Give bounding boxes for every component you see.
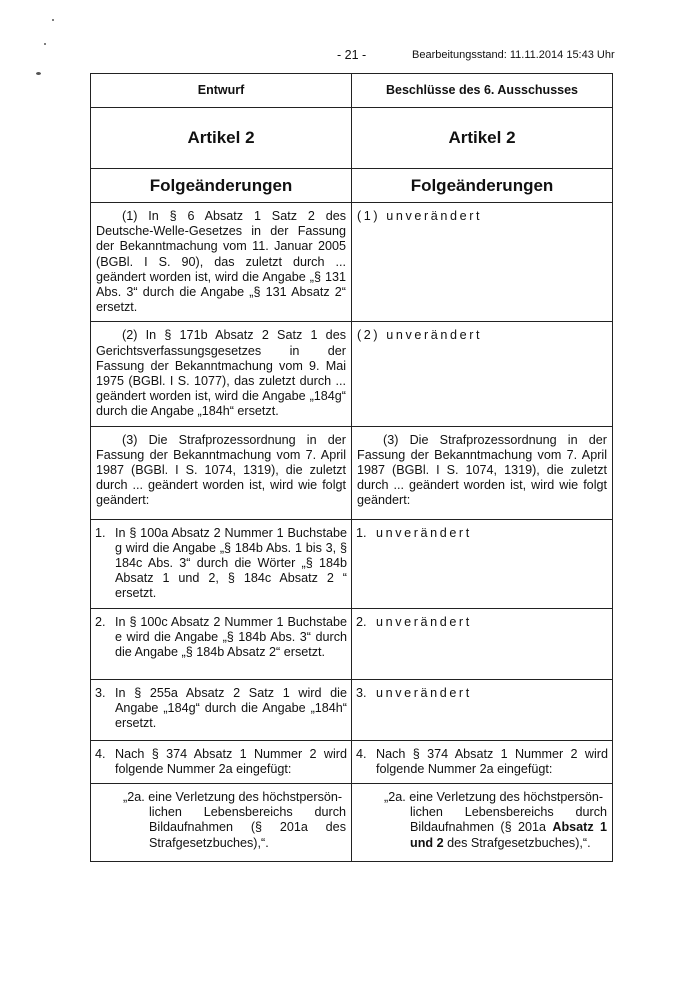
column-header-committee: Beschlüsse des 6. Ausschusses <box>352 74 613 108</box>
paragraph-2-draft <box>91 322 352 426</box>
item-2-committee <box>352 608 613 679</box>
paragraph-3-draft <box>91 426 352 519</box>
insertion-2a-draft-first: „2a. eine Verletzung des höchstpersön- <box>123 790 343 805</box>
item-4-draft <box>91 740 352 783</box>
item-2-draft <box>91 608 352 679</box>
item-1-committee <box>352 519 613 608</box>
item-3-committee <box>352 679 613 740</box>
section-heading-left: Folgeänderungen <box>91 169 352 203</box>
page-number: - 21 - <box>337 48 367 62</box>
paragraph-1-committee: (1) unverändert <box>352 203 613 322</box>
item-number: 1. <box>356 525 367 540</box>
item-2-committee-text: unverändert <box>376 614 472 629</box>
paragraph-2-committee: (2) unverändert <box>352 322 613 426</box>
article-heading-right: Artikel 2 <box>352 108 613 169</box>
item-number: 2. <box>356 614 367 629</box>
insertion-2a-committee-rest <box>384 805 607 851</box>
item-3-draft-text: In § 255a Absatz 2 Satz 1 wird die Angabe „184g“ durch die Angabe „184h“ ersetzt. <box>115 685 347 731</box>
item-4-committee-text: Nach § 374 Absatz 1 Nummer 2 wird folgende Nummer 2a eingefügt: <box>376 746 608 776</box>
paragraph-1-draft <box>91 203 352 322</box>
item-3-committee-text: unverändert <box>376 685 472 700</box>
paragraph-1-draft-text: (1) In § 6 Absatz 1 Satz 2 des Deutsche-Welle-Gesetzes in der Fassung der Bekanntmachung vom 11. Januar 2005 (BGBl. I S. 90), das zuletzt durch ... geändert worden ist, wird die Angabe „§ 131 Abs. 3“ durch die Angabe „§ 131 Absatz 2“ ersetzt. <box>96 209 346 315</box>
article-heading-left: Artikel 2 <box>91 108 352 169</box>
edit-status: Bearbeitungsstand: 11.11.2014 15:43 Uhr <box>412 49 615 61</box>
paragraph-2-draft-text: (2) In § 171b Absatz 2 Satz 1 des Gerichtsverfassungsgesetzes in der Fassung der Bekanntmachung vom 9. Mai 1975 (BGBl. I S. 1077), das zuletzt durch ... geändert worden ist, wird die Angabe „184g“ durch die Angabe „184h“ ersetzt. <box>96 328 346 419</box>
insertion-2a-committee-rest-a: lichen Lebensbereichs durch Bildaufnahmen (§ 201a <box>410 805 607 835</box>
item-number: 1. <box>95 525 106 540</box>
item-number: 3. <box>95 685 106 700</box>
insertion-2a-draft-rest: lichen Lebensbereichs durch Bildaufnahmen (§ 201a des Strafgesetzbuches),“. <box>149 805 346 850</box>
section-heading-right: Folgeänderungen <box>352 169 613 203</box>
item-number: 4. <box>356 746 367 761</box>
item-1-draft <box>91 519 352 608</box>
item-3-draft <box>91 679 352 740</box>
synopsis-table <box>90 73 613 862</box>
insertion-2a-committee <box>352 784 613 862</box>
scan-speck <box>36 72 41 75</box>
scan-speck <box>44 43 46 45</box>
paragraph-3-committee-text: (3) Die Strafprozessordnung in der Fassung der Bekanntmachung vom 7. April 1987 (BGBl. I S. 1074, 1319), die zuletzt durch ... geändert worden ist, wird wie folgt geändert: <box>357 432 607 508</box>
item-1-draft-text: In § 100a Absatz 2 Nummer 1 Buchstabe g wird die Angabe „§ 184b Abs. 1 bis 3, § 184c Abs. 3“ durch die Wörter „§ 184b Absatz 1 und 2, § 184c Absatz 2 “ ersetzt. <box>115 525 347 601</box>
item-4-committee <box>352 740 613 783</box>
paragraph-3-draft-text: (3) Die Strafprozessordnung in der Fassung der Bekanntmachung vom 7. April 1987 (BGBl. I S. 1074, 1319), die zuletzt durch ... geändert worden ist, wird wie folgt geändert: <box>96 432 346 508</box>
item-number: 4. <box>95 746 106 761</box>
insertion-2a-draft <box>91 784 352 862</box>
item-number: 2. <box>95 614 106 629</box>
item-1-committee-text: unverändert <box>376 525 472 540</box>
scan-speck <box>52 19 54 21</box>
paragraph-3-committee <box>352 426 613 519</box>
column-header-draft: Entwurf <box>91 74 352 108</box>
insertion-2a-committee-first: „2a. eine Verletzung des höchstpersön- <box>384 790 604 805</box>
page-header <box>0 48 700 64</box>
item-4-draft-text: Nach § 374 Absatz 1 Nummer 2 wird folgende Nummer 2a eingefügt: <box>115 746 347 776</box>
item-2-draft-text: In § 100c Absatz 2 Nummer 1 Buchstabe e wird die Angabe „§ 184b Abs. 3“ durch die Angabe „§ 184b Absatz 2“ ersetzt. <box>115 614 347 660</box>
item-number: 3. <box>356 685 367 700</box>
insertion-2a-committee-rest-b: des Strafgesetzbuches),“. <box>443 835 591 850</box>
insertion-2a-committee-bold: Absatz 1 und 2 <box>410 820 608 850</box>
